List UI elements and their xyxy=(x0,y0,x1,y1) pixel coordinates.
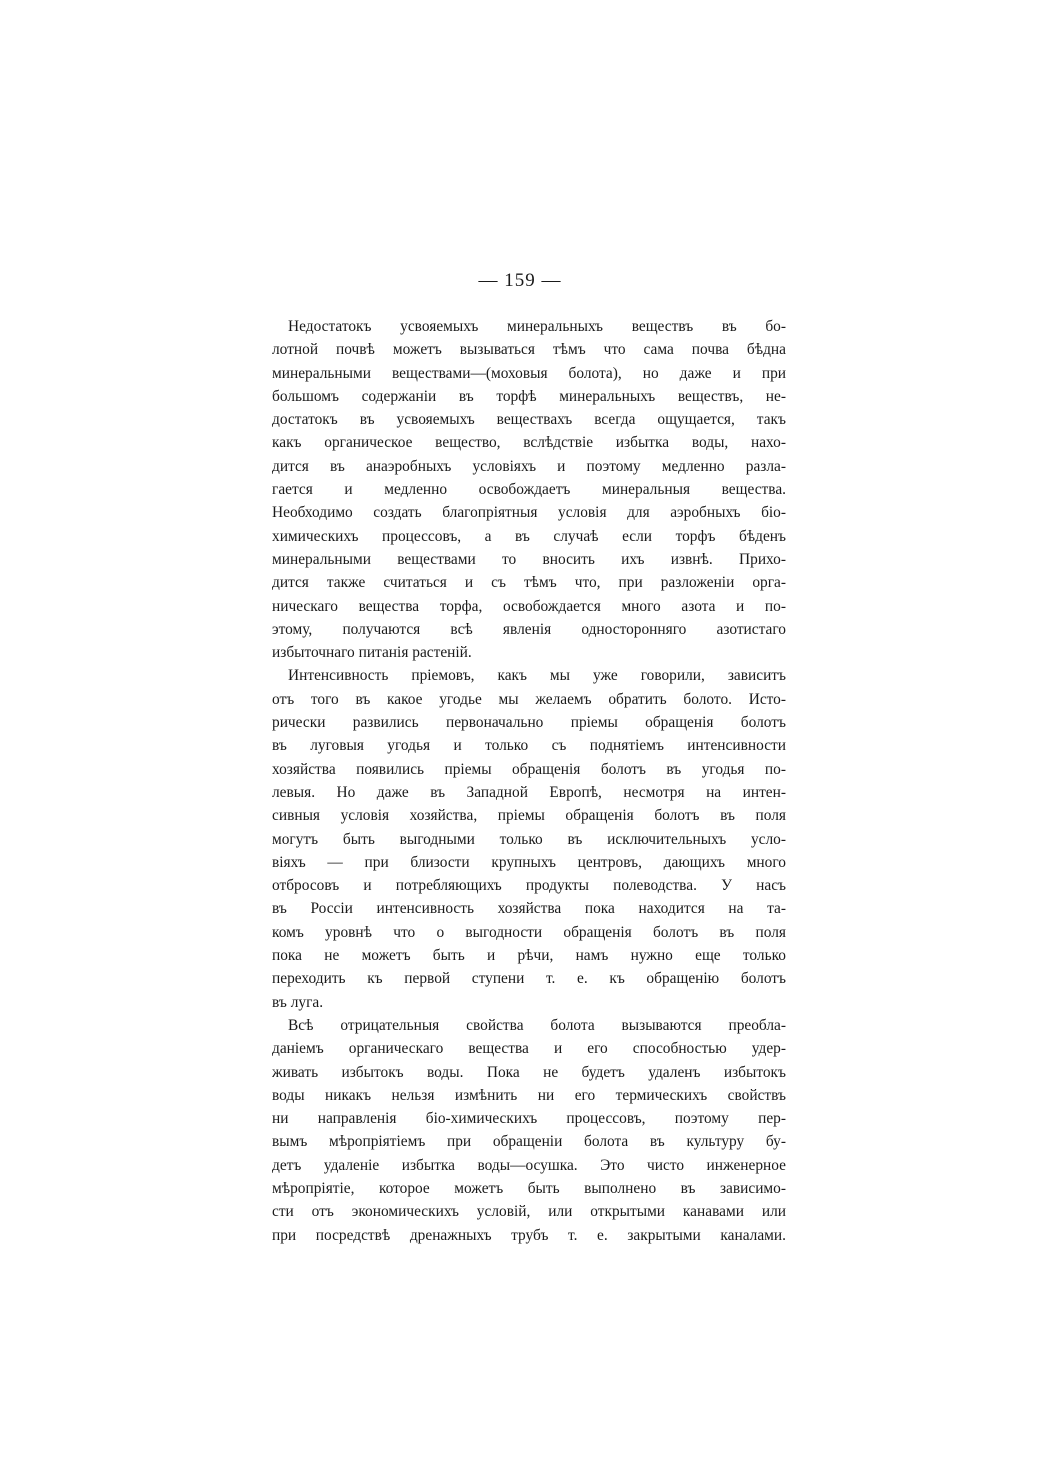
text-line: мѣропріятіе, которое можетъ быть выполнено въ зависимо- xyxy=(272,1179,786,1197)
text-line: при посредствѣ дренажныхъ трубъ т. е. закрытыми каналами. xyxy=(272,1226,786,1244)
text-line: большомъ содержаніи въ торфѣ минеральныхъ веществъ, не- xyxy=(272,387,786,405)
text-line: детъ удаленіе избытка воды—осушка. Это чисто инженерное xyxy=(272,1156,786,1174)
text-line: дится въ анаэробныхъ условіяхъ и поэтому медленно разла- xyxy=(272,457,786,475)
text-line: какъ органическое вещество, вслѣдствіе избытка воды, нахо- xyxy=(272,434,786,452)
text-line: рически развились первоначально пріемы обращенія болотъ xyxy=(272,714,786,732)
text-line: лотной почвѣ можетъ вызываться тѣмъ что сама почва бѣдна xyxy=(272,341,786,359)
text-line: гается и медленно освобождаетъ минеральныя вещества. xyxy=(272,481,786,499)
text-line: въ луговыя угодья и только съ поднятіемъ интенсивности xyxy=(272,737,786,755)
text-line: живать избытокъ воды. Пока не будетъ удаленъ избытокъ xyxy=(272,1063,786,1081)
text-line: ническаго вещества торфа, освобождается много азота и по- xyxy=(272,597,786,615)
text-line: отбросовъ и потребляющихъ продукты полеводства. У насъ xyxy=(272,877,786,895)
text-line: Необходимо создать благопріятныя условія для аэробныхъ біо- xyxy=(272,504,786,522)
text-line: минеральными веществами—(моховыя болота), но даже и при xyxy=(272,364,786,382)
text-line: Недостатокъ усвояемыхъ минеральныхъ веществъ въ бо- xyxy=(288,318,786,335)
text-line: хозяйства появились пріемы обращенія болотъ въ угодья по- xyxy=(272,760,786,778)
text-line: пока не можетъ быть и рѣчи, намъ нужно еще только xyxy=(272,947,786,965)
text-line: сивныя условія хозяйства, пріемы обращенія болотъ въ поля xyxy=(272,807,786,825)
text-block xyxy=(272,315,786,1247)
text-line: левыя. Но даже въ Западной Европѣ, несмотря на интен- xyxy=(272,783,786,801)
text-line: въ луга. xyxy=(272,993,324,1011)
text-line: сти отъ экономическихъ условій, или открытыми канавами или xyxy=(272,1203,786,1221)
text-line: ни направленія біо-химическихъ процессовъ, поэтому пер- xyxy=(272,1110,786,1128)
paragraph-3 xyxy=(272,1014,786,1247)
text-line: достатокъ въ усвояемыхъ веществахъ всегда ощущается, такъ xyxy=(272,411,786,429)
text-line: переходить къ первой ступени т. е. къ обращенію болотъ xyxy=(272,970,786,988)
text-line: Интенсивность пріемовъ, какъ мы уже говорили, зависитъ xyxy=(288,667,786,685)
text-line: комъ уровнѣ что о выгодности обращенія болотъ въ поля xyxy=(272,923,786,941)
text-line: даніемъ органическаго вещества и его способностью удер- xyxy=(272,1040,786,1058)
text-line: этому, получаются всѣ явленія односторонняго азотистаго xyxy=(272,620,786,638)
page-number: — 159 — xyxy=(478,270,562,291)
text-line: избыточнаго питанія растеній. xyxy=(272,644,472,662)
paragraph-1 xyxy=(272,315,786,664)
text-line: воды никакъ нельзя измѣнить ни его термическихъ свойствъ xyxy=(272,1086,786,1104)
text-line: химическихъ процессовъ, а въ случаѣ если торфъ бѣденъ xyxy=(272,527,786,545)
text-line: отъ того въ какое угодье мы желаемъ обратить болото. Исто- xyxy=(272,690,786,708)
text-line: віяхъ — при близости крупныхъ центровъ, дающихъ много xyxy=(272,853,786,871)
paragraph-2 xyxy=(272,664,786,1013)
text-line: въ Россіи интенсивность хозяйства пока находится на та- xyxy=(272,900,786,918)
text-line: вымъ мѣропріятіемъ при обращеніи болота въ культуру бу- xyxy=(272,1133,786,1151)
text-line: Всѣ отрицательныя свойства болота вызываются преобла- xyxy=(288,1016,786,1034)
text-line: могутъ быть выгодными только въ исключительныхъ усло- xyxy=(272,830,786,848)
text-line: минеральными веществами то вносить ихъ извнѣ. Прихо- xyxy=(272,550,786,568)
text-line: дится также считаться и съ тѣмъ что, при разложеніи орга- xyxy=(272,574,786,592)
